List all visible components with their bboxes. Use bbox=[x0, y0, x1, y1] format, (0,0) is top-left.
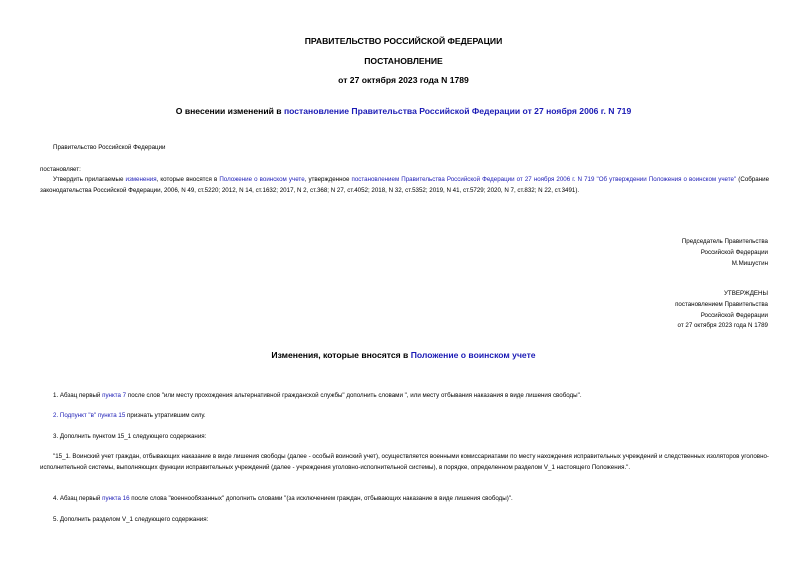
signature-position: Председатель Правительства bbox=[681, 238, 768, 245]
approval-block bbox=[675, 289, 768, 332]
approve-text-2: , которые вносятся в bbox=[156, 176, 220, 183]
item4-text-b: после слова "военнообязанных" дополнить словами "(за исключением граждан, отбывающих наказание в виде лишения свободы)". bbox=[129, 495, 513, 502]
item1-text-a: 1. Абзац первый bbox=[53, 392, 103, 399]
change-item-2 bbox=[53, 411, 206, 422]
document-date-number: от 27 октября 2023 года N 1789 bbox=[338, 75, 469, 85]
change-item-5: 5. Дополнить разделом V_1 следующего содержания: bbox=[53, 516, 209, 523]
document-title-prefix: О внесении изменений в bbox=[175, 106, 284, 116]
approval-date: от 27 октября 2023 года N 1789 bbox=[677, 322, 768, 330]
regulation-link[interactable]: Положение о воинском учете bbox=[219, 176, 305, 183]
signature-name: М.Мишустин bbox=[731, 259, 768, 267]
signature-country: Российской Федерации bbox=[700, 248, 768, 256]
change-item-3: 3. Дополнить пунктом 15_1 следующего содержания: bbox=[53, 433, 207, 440]
amended-decree-link[interactable]: постановление Правительства Российской Федерации от 27 ноября 2006 г. N 719 bbox=[283, 106, 632, 116]
government-heading: ПРАВИТЕЛЬСТВО РОССИЙСКОЙ ФЕДЕРАЦИИ bbox=[304, 36, 503, 46]
approval-title: УТВЕРЖДЕНЫ bbox=[724, 290, 768, 297]
approval-decree: постановлением Правительства bbox=[675, 300, 768, 308]
changes-title-prefix: Изменения, которые вносятся в bbox=[271, 350, 411, 360]
item4-paragraph-link[interactable]: пункта 16 bbox=[102, 495, 130, 502]
item2-subparagraph-link[interactable]: 2. Подпункт "в" bbox=[53, 412, 97, 419]
government-line: Правительство Российской Федерации bbox=[53, 144, 166, 151]
item1-text-b: после слов "или месту прохождения альтернативной гражданской службы" дополнить словами ", или месту отбывания наказания в виде лишения свободы". bbox=[126, 392, 582, 399]
decree-link[interactable]: постановлением Правительства Российской Федерации от 27 ноября 2006 г. N 719 "Об утверждении Положения о воинском учете" bbox=[351, 176, 737, 183]
approval-country: Российской Федерации bbox=[700, 311, 768, 319]
item2-text: признать утратившим силу. bbox=[125, 412, 206, 419]
approve-text-1: Утвердить прилагаемые bbox=[53, 176, 126, 183]
change-item-3-quote: "15_1. Воинский учет граждан, отбывающих наказание в виде лишения свободы (далее - особый воинский учет), осуществляется военными комиссариатами по месту нахождения исправительных учреждений и следственных изоляторов уголовно-исполнительной системы, выполняющих функции исправительных учреждений (далее - учреждения уголовно-исполнительной системы), в порядке, определенном разделом V_1 настоящего Положения.". bbox=[40, 453, 769, 471]
changes-regulation-link[interactable]: Положение о воинском учете bbox=[410, 350, 536, 360]
changes-link[interactable]: изменения bbox=[125, 176, 157, 183]
document-title bbox=[0, 106, 807, 116]
item2-paragraph-link[interactable]: пункта 15 bbox=[97, 412, 126, 419]
approve-text-3: , утвержденное bbox=[304, 176, 352, 183]
decides-line: постановляет: bbox=[40, 166, 81, 173]
approve-paragraph bbox=[40, 175, 769, 197]
item1-paragraph-link[interactable]: пункта 7 bbox=[102, 392, 127, 399]
document-type: ПОСТАНОВЛЕНИЕ bbox=[364, 56, 443, 66]
change-item-1 bbox=[53, 391, 582, 402]
item4-text-a: 4. Абзац первый bbox=[53, 495, 103, 502]
signature-block bbox=[682, 237, 768, 269]
approve-text-4: (Собрание законодательства Российской Федерации, 2006, N 49, ст.5220; 2012, N 14, ст.1632; 2017, N 2, ст.368; N 27, ст.4052; 2018, N 32, ст.5352; 2019, N 41, ст.5729; 2020, N 7, ст.832; N 22, ст.3491). bbox=[40, 176, 770, 194]
change-item-4 bbox=[53, 494, 513, 505]
changes-title bbox=[0, 350, 807, 360]
